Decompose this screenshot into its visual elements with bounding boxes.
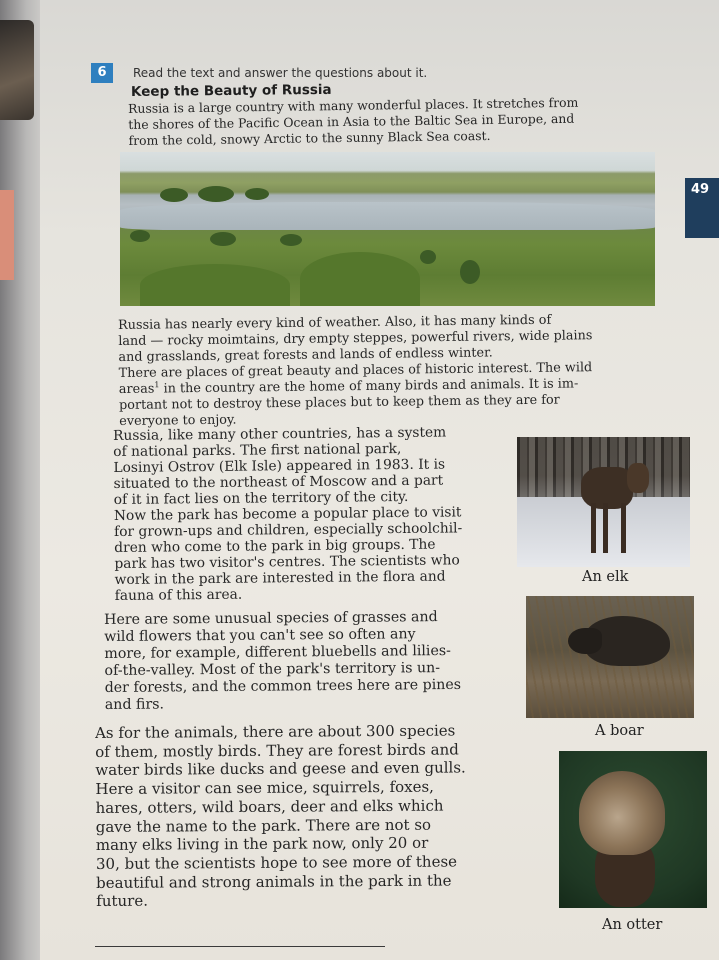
- text-line: everyone to enjoy.: [119, 412, 237, 429]
- elk-leg: [591, 503, 596, 553]
- text-line: Now the park has become a popular place to visit: [113, 504, 462, 524]
- text-line: for grown-ups and children, especially schoolchil-: [114, 520, 463, 540]
- text-line: and firs.: [104, 696, 165, 713]
- tree: [420, 250, 436, 264]
- elk-caption: An elk: [582, 569, 629, 585]
- footnote-divider: [95, 946, 385, 947]
- tree: [460, 260, 480, 284]
- text-line: land — rocky moimtains, dry empty steppes, powerful rivers, wide plains: [118, 328, 593, 349]
- text-line: gave the name to the park. There are not so: [95, 815, 432, 836]
- left-page-edge: [0, 0, 44, 960]
- task-number-badge: 6: [91, 63, 113, 83]
- boar-head: [568, 628, 602, 654]
- text-line: Here are some unusual species of grasses and: [104, 609, 438, 628]
- article-title: Keep the Beauty of Russia: [130, 81, 332, 100]
- task-instruction: Read the text and answer the questions about it.: [133, 66, 428, 80]
- tree: [245, 188, 269, 200]
- hill: [140, 264, 290, 306]
- text-line: future.: [96, 891, 149, 911]
- text-line: Russia, like many other countries, has a system: [113, 424, 447, 444]
- text-line: of national parks. The first national park,: [113, 440, 402, 460]
- river: [120, 202, 655, 230]
- text-line: der forests, and the common trees here are pines: [104, 676, 462, 696]
- text-line: Russia has nearly every kind of weather. Also, it has many kinds of: [118, 312, 552, 333]
- text-line: Russia is a large country with many wonderful places. It stretches from: [128, 94, 579, 116]
- tree: [280, 234, 302, 246]
- paragraph-intro: [128, 94, 651, 149]
- tree: [160, 188, 188, 202]
- otter-caption: An otter: [602, 917, 663, 933]
- otter-photo: [559, 751, 707, 908]
- text-line: Losinyi Ostrov (Elk Isle) appeared in 1983. It is: [113, 456, 446, 476]
- text-fragment: in the country are the home of many birds and animals. It is im-: [159, 376, 579, 397]
- landscape-photo: [120, 152, 655, 306]
- text-line: There are places of great beauty and places of historic interest. The wild: [118, 360, 593, 381]
- text-line: of-the-valley. Most of the park's territory is un-: [104, 660, 441, 679]
- text-line: Here a visitor can see mice, squirrels, foxes,: [95, 777, 434, 799]
- text-line: the shores of the Pacific Ocean in Asia to the Baltic Sea in Europe, and: [128, 110, 575, 132]
- text-line: more, for example, different bluebells and lilies-: [104, 642, 451, 662]
- text-line: from the cold, snowy Arctic to the sunny Black Sea coast.: [128, 127, 491, 148]
- elk-photo: [517, 437, 690, 567]
- text-line: many elks living in the park now, only 20 or: [95, 833, 429, 855]
- elk-head: [627, 463, 649, 493]
- boar-photo: [526, 596, 694, 718]
- text-line: work in the park are interested in the flora and: [114, 568, 446, 588]
- text-line: and grasslands, great forests and lands of endless winter.: [118, 345, 493, 365]
- footnote-marker: 1: [154, 380, 160, 390]
- text-line: portant not to destroy these places but to keep them as they are for: [118, 392, 560, 413]
- text-line: of them, mostly birds. They are forest birds and: [95, 740, 459, 761]
- boar-caption: A boar: [595, 723, 644, 739]
- tree: [198, 186, 234, 202]
- left-page-color-strip: [0, 190, 14, 280]
- text-line: park has two visitor's centres. The scientists who: [114, 552, 460, 572]
- paragraph-flora: [104, 608, 511, 714]
- text-line: water birds like ducks and geese and even gulls.: [95, 758, 466, 780]
- text-line: fauna of this area.: [114, 586, 243, 604]
- text-line: situated to the northeast of Moscow and a part: [113, 472, 444, 492]
- text-line: 30, but the scientists hope to see more of these: [95, 852, 458, 873]
- text-line: beautiful and strong animals in the park in the: [96, 871, 452, 892]
- tree: [130, 230, 150, 242]
- elk-leg: [621, 503, 626, 553]
- elk-leg: [603, 503, 608, 553]
- hill: [300, 252, 420, 306]
- text-line: of it in fact lies on the territory of the city.: [113, 488, 409, 508]
- otter-face: [579, 771, 665, 855]
- tree: [210, 232, 236, 246]
- text-line: wild flowers that you can't see so often any: [104, 626, 416, 645]
- text-fragment: areas: [118, 381, 155, 397]
- text-line: hares, otters, wild boars, deer and elks which: [95, 796, 444, 817]
- text-line: As for the animals, there are about 300 species: [95, 721, 456, 742]
- left-page-photo: [0, 20, 34, 120]
- paragraph-national-parks: [113, 424, 513, 604]
- text-line: dren who come to the park in big groups. The: [114, 536, 436, 556]
- paragraph-weather: [118, 311, 675, 430]
- page-number-tab: 49: [685, 178, 719, 238]
- paragraph-fauna: [95, 721, 526, 911]
